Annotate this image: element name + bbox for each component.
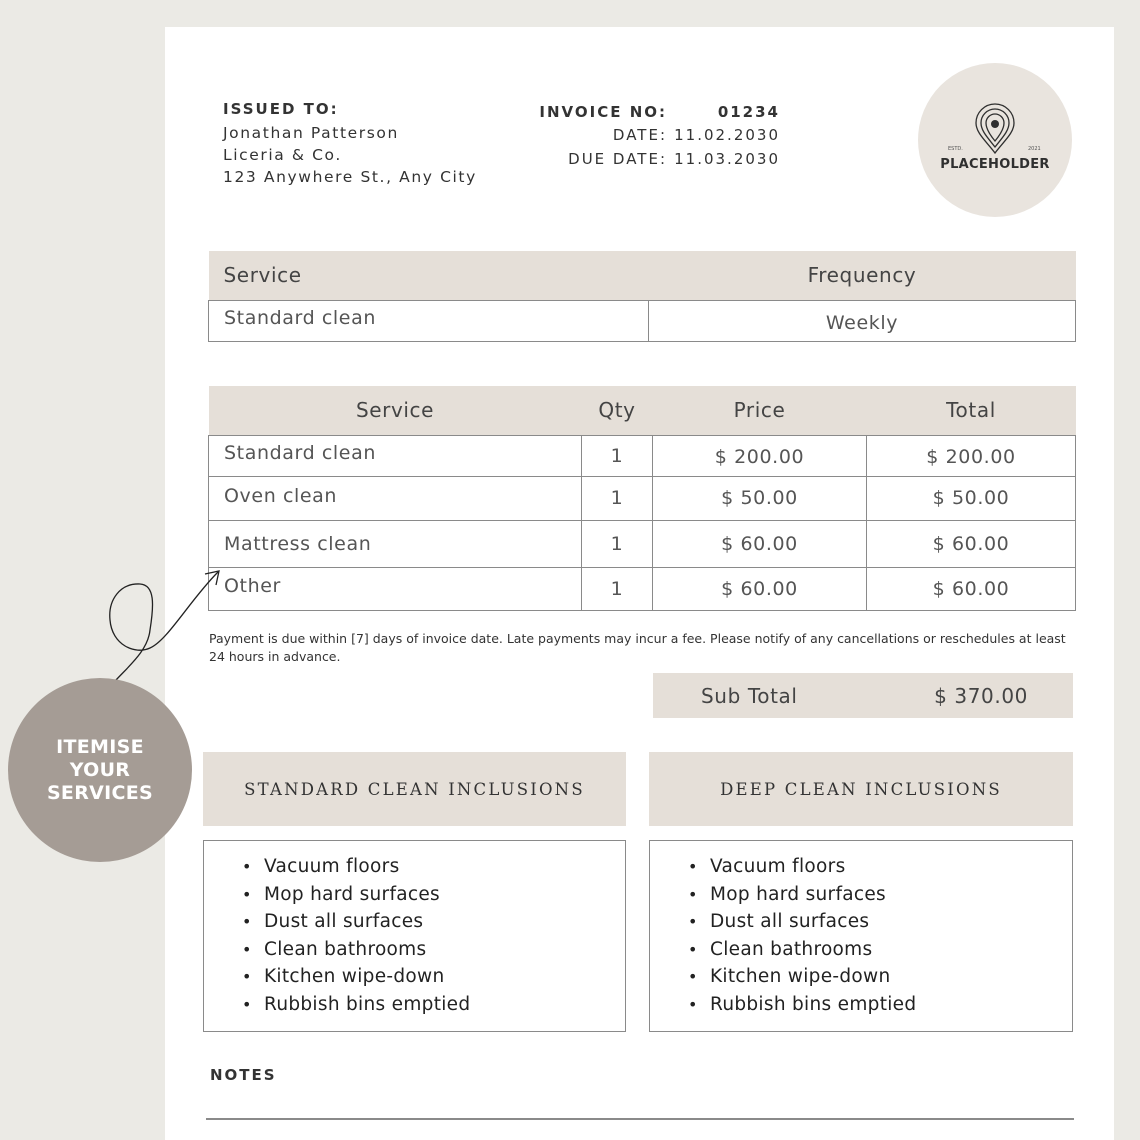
list-item: • Mop hard surfaces bbox=[688, 881, 1072, 909]
item-total: $ 50.00 bbox=[867, 476, 1076, 520]
logo-year: 2021 bbox=[1028, 146, 1041, 152]
item-total: $ 60.00 bbox=[867, 567, 1076, 610]
list-item: • Mop hard surfaces bbox=[242, 881, 625, 909]
items-header-qty: Qty bbox=[582, 386, 653, 435]
subtotal-label: Sub Total bbox=[701, 683, 798, 708]
invoice-no-value: 01234 bbox=[717, 102, 780, 121]
item-total: $ 60.00 bbox=[867, 520, 1076, 567]
deep-inclusions-title: DEEP CLEAN INCLUSIONS bbox=[649, 752, 1073, 826]
table-row bbox=[209, 520, 1076, 567]
item-price: $ 60.00 bbox=[653, 520, 867, 567]
subtotal-value: $ 370.00 bbox=[934, 683, 1028, 708]
item-price: $ 60.00 bbox=[653, 567, 867, 610]
itemise-services-badge bbox=[8, 678, 192, 862]
item-service: Mattress clean bbox=[209, 520, 582, 567]
standard-inclusions-title: STANDARD CLEAN INCLUSIONS bbox=[203, 752, 626, 826]
item-total: $ 200.00 bbox=[867, 435, 1076, 476]
items-header-service: Service bbox=[209, 386, 582, 435]
due-date-label: DUE DATE: bbox=[568, 149, 667, 168]
item-service: Standard clean bbox=[209, 435, 582, 476]
items-header-total: Total bbox=[867, 386, 1076, 435]
freq-header-service: Service bbox=[209, 251, 649, 300]
badge-line-2: YOUR bbox=[69, 758, 131, 781]
date-label: DATE: bbox=[612, 126, 667, 145]
notes-label: NOTES bbox=[210, 1066, 277, 1084]
list-item: • Rubbish bins emptied bbox=[242, 991, 625, 1019]
due-date-value: 11.03.2030 bbox=[674, 149, 780, 168]
table-row bbox=[209, 476, 1076, 520]
standard-inclusions-list bbox=[203, 840, 626, 1032]
company-logo bbox=[918, 63, 1072, 217]
item-price: $ 200.00 bbox=[653, 435, 867, 476]
list-item: • Dust all surfaces bbox=[688, 908, 1072, 936]
issued-to-block bbox=[223, 100, 477, 188]
table-row bbox=[209, 567, 1076, 610]
list-item: • Kitchen wipe-down bbox=[242, 963, 625, 991]
logo-estd: ESTD. bbox=[948, 146, 963, 152]
item-service: Oven clean bbox=[209, 476, 582, 520]
logo-name: PLACEHOLDER bbox=[940, 157, 1050, 172]
freq-cell-frequency: Weekly bbox=[649, 300, 1076, 341]
deep-inclusions-list bbox=[649, 840, 1073, 1032]
list-item: • Rubbish bins emptied bbox=[688, 991, 1072, 1019]
list-item: • Vacuum floors bbox=[688, 853, 1072, 881]
list-item: • Vacuum floors bbox=[242, 853, 625, 881]
item-qty: 1 bbox=[582, 520, 653, 567]
item-qty: 1 bbox=[582, 567, 653, 610]
table-row bbox=[209, 300, 1076, 341]
badge-line-1: ITEMISE bbox=[56, 735, 144, 758]
subtotal-box bbox=[653, 673, 1073, 718]
badge-line-3: SERVICES bbox=[46, 781, 154, 804]
invoice-info bbox=[530, 100, 780, 171]
client-name: Jonathan Patterson bbox=[223, 124, 399, 142]
items-header-price: Price bbox=[653, 386, 867, 435]
item-qty: 1 bbox=[582, 435, 653, 476]
item-service: Other bbox=[209, 567, 582, 610]
notes-divider bbox=[206, 1118, 1074, 1120]
item-qty: 1 bbox=[582, 476, 653, 520]
client-company: Liceria & Co. bbox=[223, 146, 342, 164]
payment-terms: Payment is due within [7] days of invoice date. Late payments may incur a fee. Please notify of any cancellations or reschedules at least 24 hours in advance. bbox=[209, 631, 1066, 664]
items-table bbox=[208, 386, 1076, 611]
table-row bbox=[209, 435, 1076, 476]
frequency-table bbox=[208, 251, 1076, 342]
issued-to-label: ISSUED TO: bbox=[223, 100, 339, 118]
invoice-no-label: INVOICE NO: bbox=[539, 102, 667, 121]
freq-cell-service: Standard clean bbox=[209, 300, 649, 341]
curly-arrow-icon bbox=[0, 0, 260, 700]
item-price: $ 50.00 bbox=[653, 476, 867, 520]
date-value: 11.02.2030 bbox=[674, 126, 780, 145]
freq-header-frequency: Frequency bbox=[649, 251, 1076, 300]
location-pin-icon bbox=[918, 63, 1072, 217]
list-item: • Clean bathrooms bbox=[242, 936, 625, 964]
list-item: • Clean bathrooms bbox=[688, 936, 1072, 964]
list-item: • Kitchen wipe-down bbox=[688, 963, 1072, 991]
list-item: • Dust all surfaces bbox=[242, 908, 625, 936]
client-address: 123 Anywhere St., Any City bbox=[223, 168, 477, 186]
